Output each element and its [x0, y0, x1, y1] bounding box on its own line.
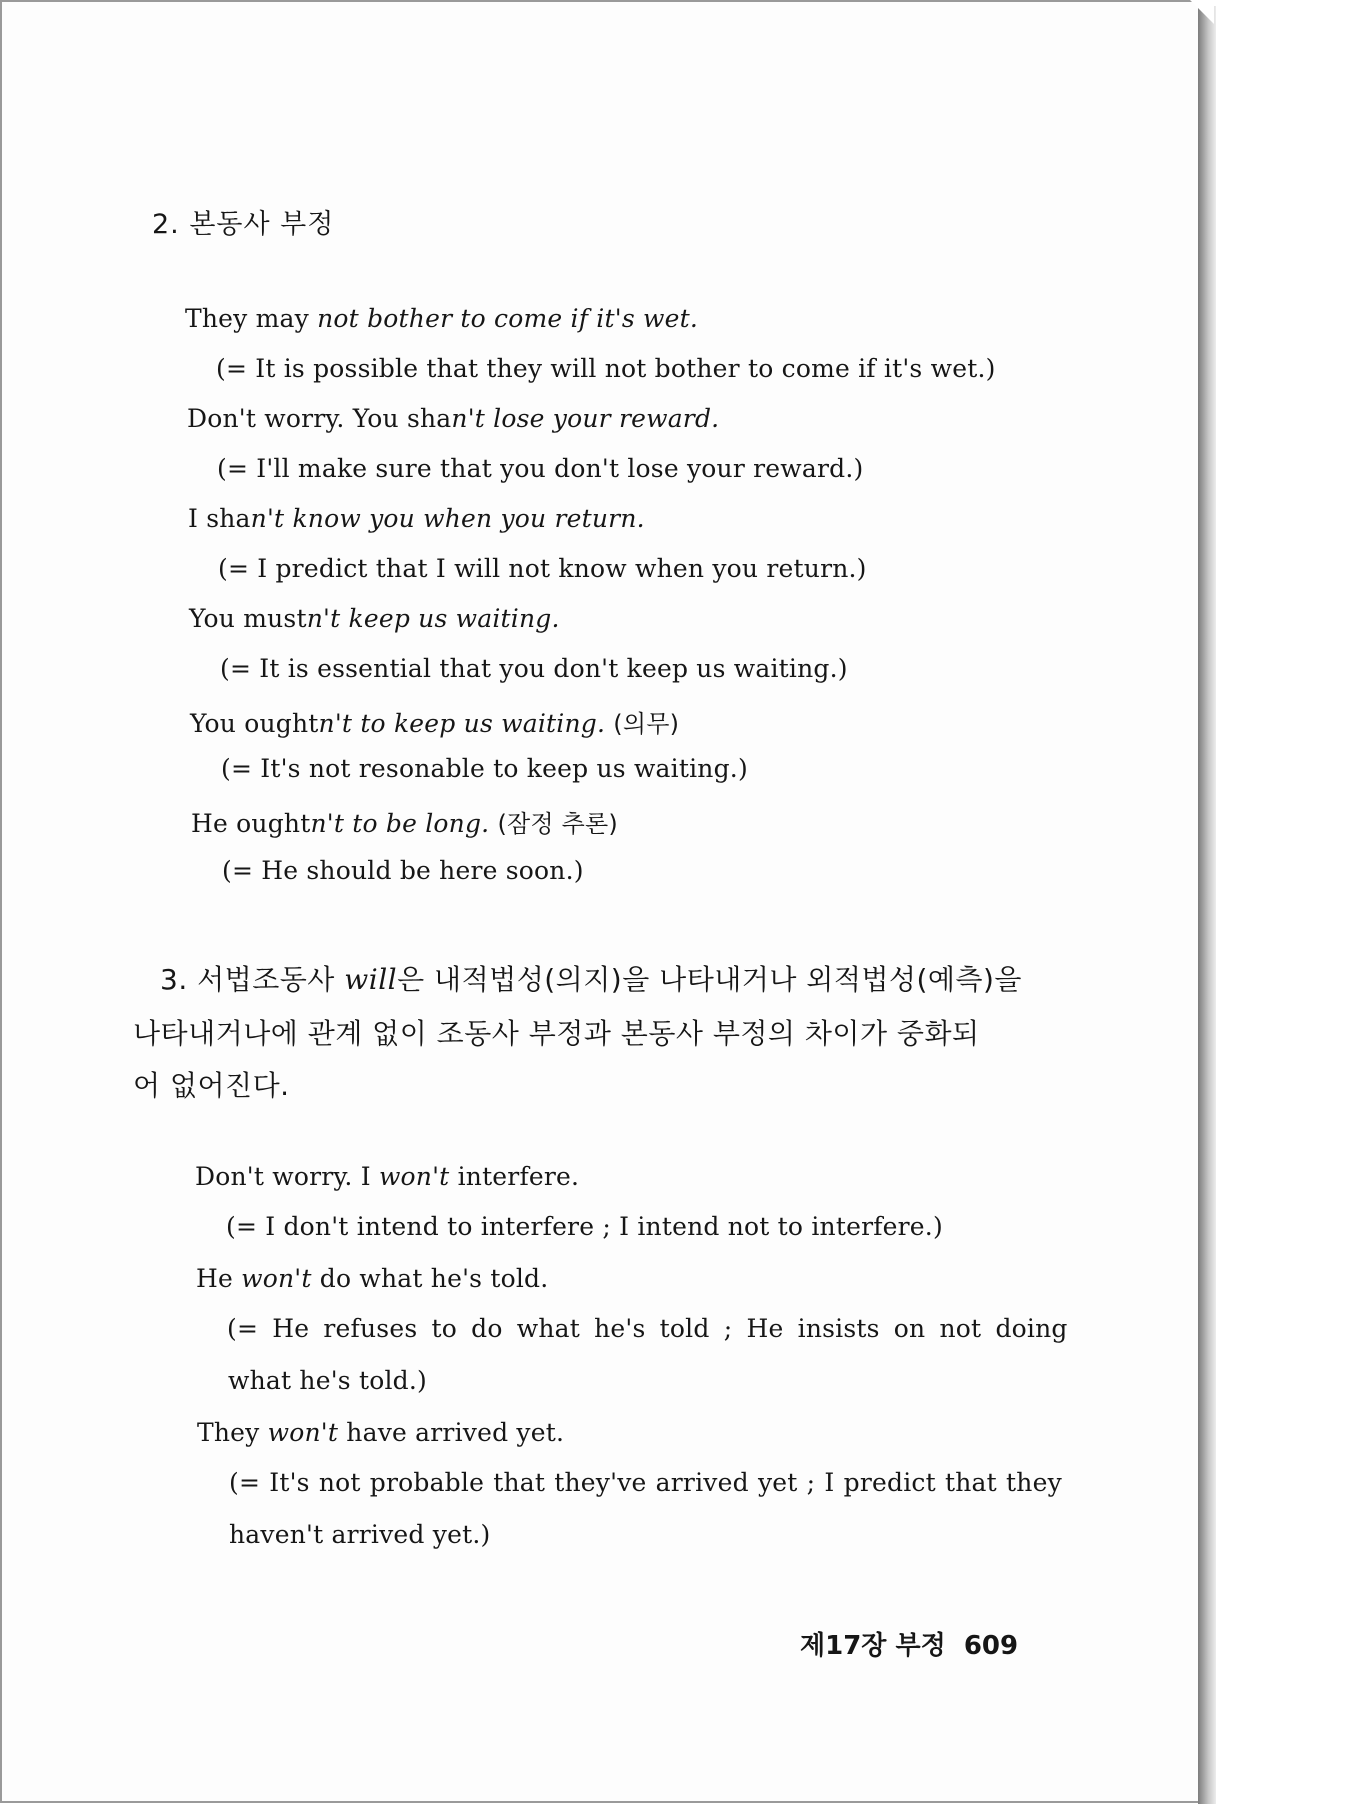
example-plain: interfere.	[449, 1162, 580, 1191]
example-paraphrase: (= It's not resonable to keep us waiting.)	[221, 754, 748, 783]
example-paraphrase: what he's told.)	[228, 1366, 427, 1395]
example-sentence	[189, 604, 560, 633]
example-sentence	[197, 1418, 564, 1447]
example-plain: They	[197, 1418, 268, 1447]
example-plain: I sha	[188, 504, 251, 533]
section-2-heading: 2. 본동사 부정	[152, 209, 335, 240]
example-italic: won't	[241, 1264, 312, 1293]
running-footer	[800, 1625, 1018, 1662]
page-edge-shadow	[1198, 6, 1216, 1804]
example-plain: You ought	[190, 709, 319, 738]
example-paraphrase: (= He refuses to do what he's told ; He insists on not doing	[227, 1314, 1068, 1343]
example-sentence	[196, 1264, 548, 1293]
example-plain: He ought	[191, 809, 311, 838]
example-paraphrase: (= It is essential that you don't keep us waiting.)	[220, 654, 848, 683]
example-plain: He	[196, 1264, 242, 1293]
example-plain: Don't worry. You sha	[187, 404, 452, 433]
example-sentence	[188, 504, 645, 533]
example-paraphrase: haven't arrived yet.)	[229, 1520, 491, 1549]
example-paraphrase: (= It is possible that they will not bother to come if it's wet.)	[216, 354, 996, 383]
example-paraphrase: (= I predict that I will not know when you return.)	[218, 554, 867, 583]
example-plain: You must	[189, 604, 307, 633]
example-plain: They may	[185, 304, 318, 333]
example-paraphrase: (= I don't intend to interfere ; I intend not to interfere.)	[226, 1212, 943, 1241]
example-sentence	[187, 404, 719, 433]
example-italic: n't lose your reward.	[451, 404, 720, 433]
example-plain: do what he's told.	[311, 1264, 549, 1293]
section-3-number: 3. 서법조동사	[160, 963, 345, 996]
korean-note: (잠정 추론)	[497, 810, 618, 838]
chapter-label: 제17장 부정	[800, 1631, 946, 1661]
example-paraphrase: (= It's not probable that they've arrived yet ; I predict that they	[229, 1468, 1062, 1497]
example-paraphrase: (= I'll make sure that you don't lose your reward.)	[217, 454, 864, 483]
section-3-paragraph-line: 어 없어진다.	[133, 1069, 290, 1102]
example-italic: won't	[267, 1418, 339, 1447]
example-sentence	[190, 704, 679, 739]
example-italic: n't to be long.	[310, 809, 490, 838]
section-3-paragraph-line: 3. 서법조동사 will은 내적법성(의지)을 나타내거나 외적법성(예측)을	[160, 963, 1022, 996]
page-number: 609	[963, 1631, 1019, 1661]
modal-word: will	[344, 963, 398, 996]
example-sentence	[195, 1162, 579, 1191]
example-paraphrase: (= He should be here soon.)	[222, 856, 584, 885]
example-italic: n't to keep us waiting.	[318, 709, 606, 738]
example-italic: won't	[378, 1162, 450, 1191]
example-plain: Don't worry. I	[195, 1162, 379, 1191]
page-corner-fold	[1190, 0, 1214, 24]
example-italic: n't keep us waiting.	[306, 604, 560, 633]
example-sentence	[191, 804, 618, 839]
example-plain: have arrived yet.	[338, 1418, 565, 1447]
example-italic: not bother to come if it's wet.	[317, 304, 698, 333]
korean-note: (의무)	[613, 710, 680, 738]
example-sentence	[185, 304, 698, 333]
example-italic: n't know you when you return.	[250, 504, 645, 533]
section-3-paragraph-line: 나타내거나에 관계 없이 조동사 부정과 본동사 부정의 차이가 중화되	[133, 1017, 980, 1050]
